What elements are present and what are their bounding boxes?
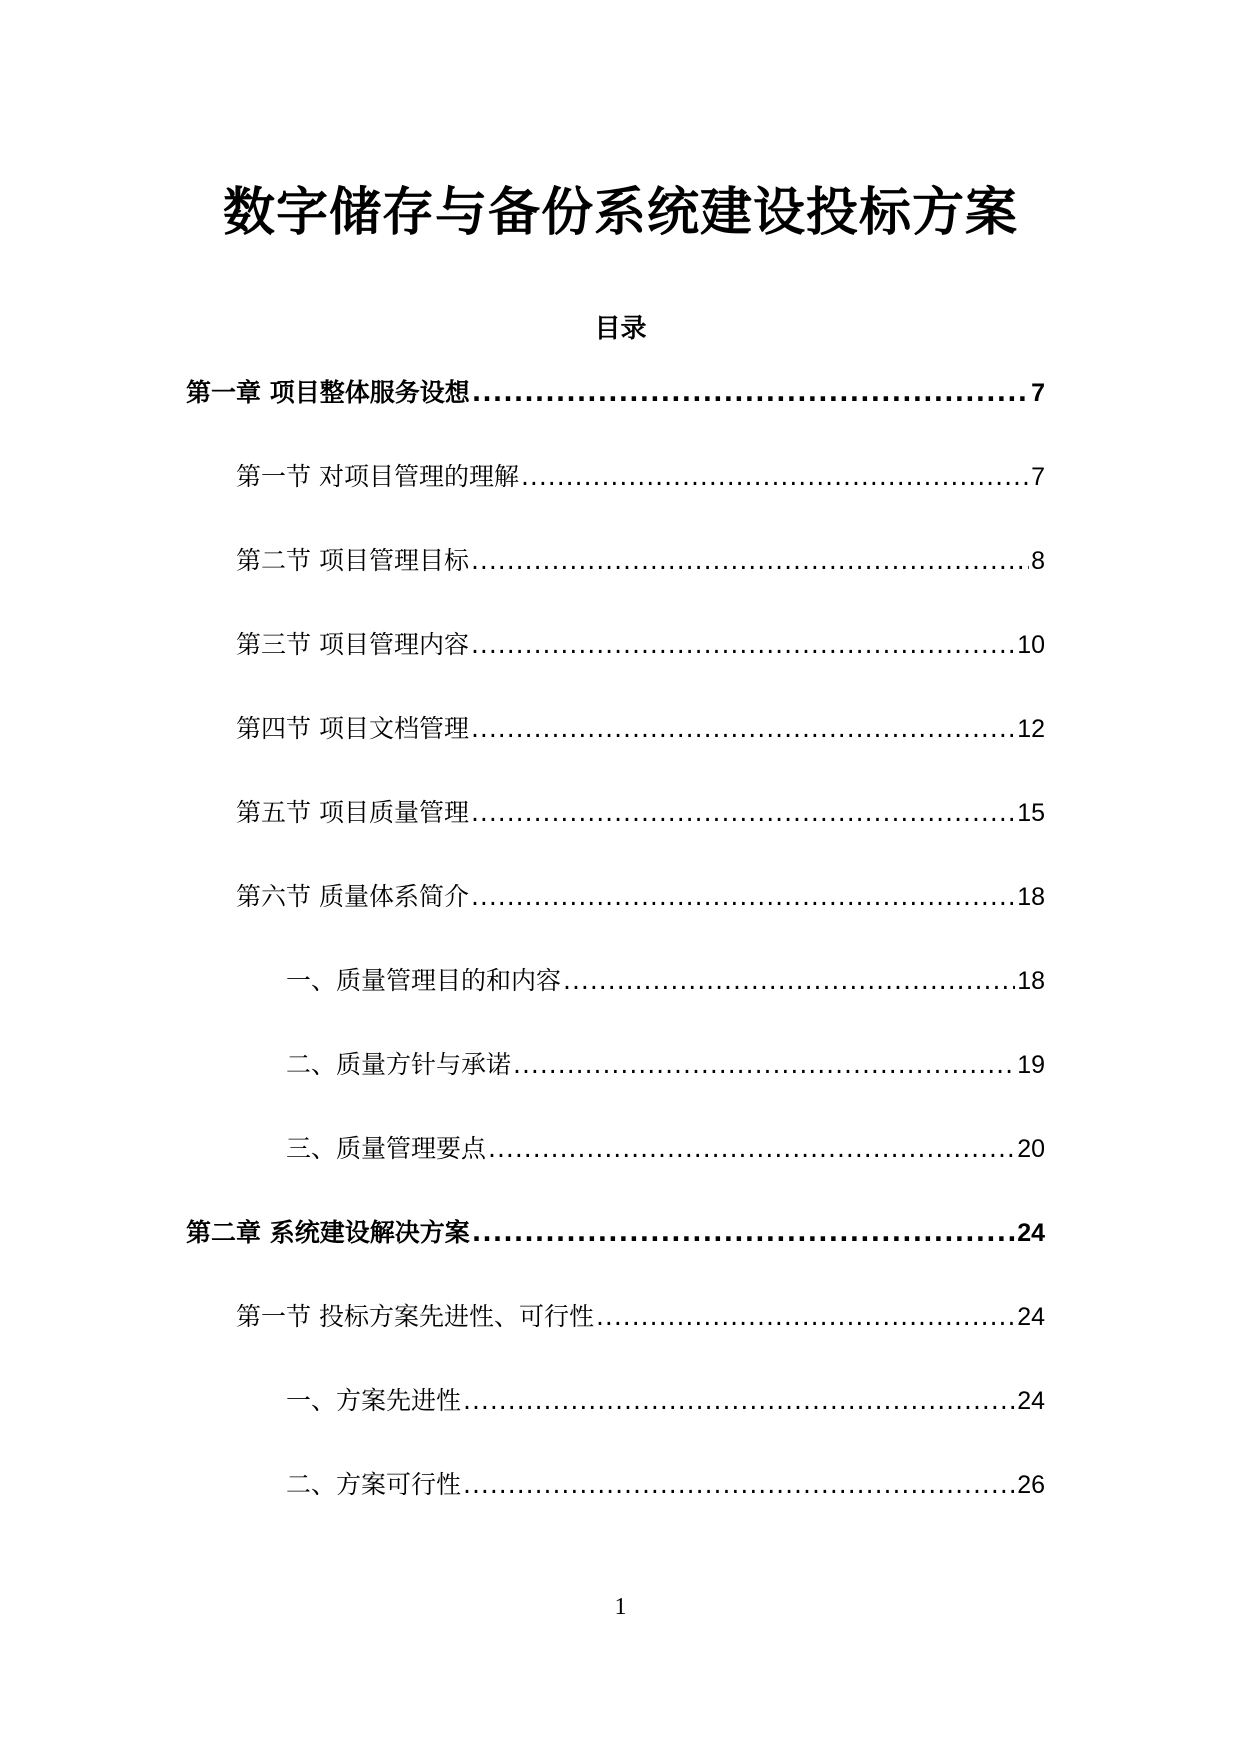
toc-entry-title: 第六节 质量体系简介 bbox=[236, 882, 469, 911]
toc-entry-page: 10 bbox=[1017, 631, 1045, 659]
toc-dot-leader bbox=[471, 711, 1015, 747]
toc-entry-page: 8 bbox=[1031, 547, 1045, 575]
toc-entry-title: 三、质量管理要点 bbox=[286, 1134, 487, 1163]
toc-entry-title: 一、质量管理目的和内容 bbox=[286, 966, 562, 995]
toc-entry-section[interactable] bbox=[236, 627, 1045, 663]
toc-dot-leader bbox=[488, 1131, 1015, 1167]
toc-entry-title: 第一章 项目整体服务设想 bbox=[186, 378, 470, 407]
toc-dot-leader bbox=[471, 543, 1029, 579]
toc-dot-leader bbox=[513, 1047, 1015, 1083]
toc-entry-page: 7 bbox=[1031, 379, 1045, 407]
toc-entry-title: 二、方案可行性 bbox=[286, 1470, 462, 1499]
toc-dot-leader bbox=[596, 1299, 1015, 1335]
toc-entry-section[interactable] bbox=[236, 711, 1045, 747]
toc-entry-page: 20 bbox=[1017, 1135, 1045, 1163]
toc-entry-section[interactable] bbox=[236, 879, 1045, 915]
toc-entry-page: 7 bbox=[1031, 463, 1045, 491]
toc-dot-leader bbox=[472, 1215, 1015, 1251]
toc-entry-section[interactable] bbox=[236, 795, 1045, 831]
toc-entry-title: 第二节 项目管理目标 bbox=[236, 546, 469, 575]
toc-entry-subsection[interactable] bbox=[286, 963, 1045, 999]
toc-entry-page: 15 bbox=[1017, 799, 1045, 827]
toc-entry-page: 18 bbox=[1017, 883, 1045, 911]
toc-dot-leader bbox=[463, 1467, 1015, 1503]
toc-entry-title: 第三节 项目管理内容 bbox=[236, 630, 469, 659]
toc-entry-title: 第二章 系统建设解决方案 bbox=[186, 1218, 470, 1247]
toc-entry-subsection[interactable] bbox=[286, 1467, 1045, 1503]
toc-dot-leader bbox=[471, 627, 1015, 663]
toc-entry-page: 26 bbox=[1017, 1471, 1045, 1499]
toc-entry-section[interactable] bbox=[236, 1299, 1045, 1335]
toc-entry-page: 19 bbox=[1017, 1051, 1045, 1079]
page-number: 1 bbox=[614, 1594, 627, 1620]
toc-entry-title: 第五节 项目质量管理 bbox=[236, 798, 469, 827]
toc-dot-leader bbox=[463, 1383, 1015, 1419]
toc-entry-title: 二、质量方针与承诺 bbox=[286, 1050, 512, 1079]
toc-entry-title: 第一节 对项目管理的理解 bbox=[236, 462, 519, 491]
toc-entry-page: 12 bbox=[1017, 715, 1045, 743]
toc-dot-leader bbox=[521, 459, 1029, 495]
toc-entry-subsection[interactable] bbox=[286, 1383, 1045, 1419]
toc-dot-leader bbox=[472, 375, 1029, 411]
toc-entry-section[interactable] bbox=[236, 459, 1045, 495]
toc-entry-subsection[interactable] bbox=[286, 1131, 1045, 1167]
toc-entry-page: 18 bbox=[1017, 967, 1045, 995]
toc-entry-title: 第一节 投标方案先进性、可行性 bbox=[236, 1302, 594, 1331]
toc-entry-page: 24 bbox=[1017, 1303, 1045, 1331]
toc-entry-subsection[interactable] bbox=[286, 1047, 1045, 1083]
toc-dot-leader bbox=[471, 795, 1015, 831]
toc-entry-title: 第四节 项目文档管理 bbox=[236, 714, 469, 743]
toc-dot-leader bbox=[471, 879, 1015, 915]
toc-dot-leader bbox=[563, 963, 1015, 999]
toc-entry-chapter-2[interactable] bbox=[186, 1215, 1045, 1251]
toc-entry-page: 24 bbox=[1017, 1219, 1045, 1247]
document-title: 数字储存与备份系统建设投标方案 bbox=[222, 183, 1018, 243]
toc-entry-title: 一、方案先进性 bbox=[286, 1386, 462, 1415]
toc-heading: 目录 bbox=[594, 314, 647, 344]
toc-entry-page: 24 bbox=[1017, 1387, 1045, 1415]
toc-entry-chapter-1[interactable] bbox=[186, 375, 1045, 411]
toc-entry-section[interactable] bbox=[236, 543, 1045, 579]
